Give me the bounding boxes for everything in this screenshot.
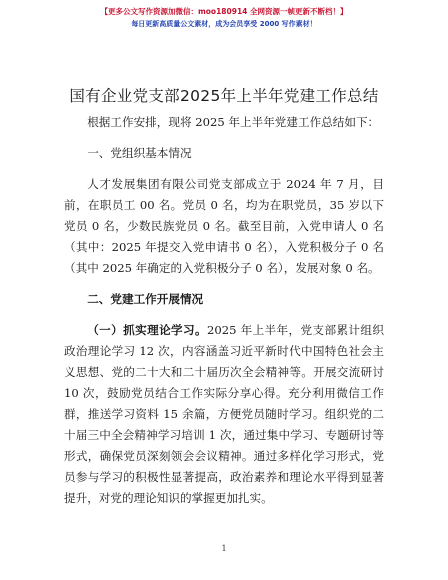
intro-paragraph: 根据工作安排，现将 2025 年上半年党建工作总结如下： [87,115,380,129]
subsection-1-heading: （一）抓实理论学习。 [87,323,208,337]
page-number: 1 [221,544,227,553]
section-1-paragraph: 人才发展集团有限公司党支部成立于 2024 年 7 月，目前，在职员工 00 名。党员 0 名，均为在职党员，35 岁以下党员 0 名，少数民族党员 0 名。截至目前，入党申请人 0 名（其中：2025 年提交入党申请书 0 名），入党积极分子 0 名（其中 2025 年确定的入党积极分子 0 名），发展对象 0 名。 [64,177,384,275]
subsection-1-text: 2025 年上半年，党支部累计组织政治理论学习 12 次，内容涵盖习近平新时代中国特色社会主义思想、党的二十大和二十届历次全会精神等。开展交流研讨 10 次，鼓励党员结合工作实际分享心得。充分利用微信工作群，推送学习资料 15 余篇，方便党员随时学习。组织党的二十届三中全会精神学习培训 1 次，通过集中学习、专题研讨等形式，确保党员深刻领会会议精神。通过多样化学习形式，党员参与学习的积极性显著提高，政治素养和理论水平得到显著提升，对党的理论知识的掌握更加扎实。 [64,323,384,505]
section-1-heading: 一、党组织基本情况 [87,146,192,160]
document-body [64,112,384,509]
promo-banner-line-1: 【更多公文写作资源加微信：moo180914 全网资源一帧更新不断档！】 [100,7,348,16]
document-title: 国有企业党支部2025年上半年党建工作总结 [69,87,379,105]
promo-banner [0,6,448,30]
section-2-heading: 二、党建工作开展情况 [87,292,204,306]
promo-banner-line-2: 每日更新高质量公文素材，成为会员享受 2000 写作素材！ [131,20,317,28]
section-2-paragraph [64,320,384,509]
